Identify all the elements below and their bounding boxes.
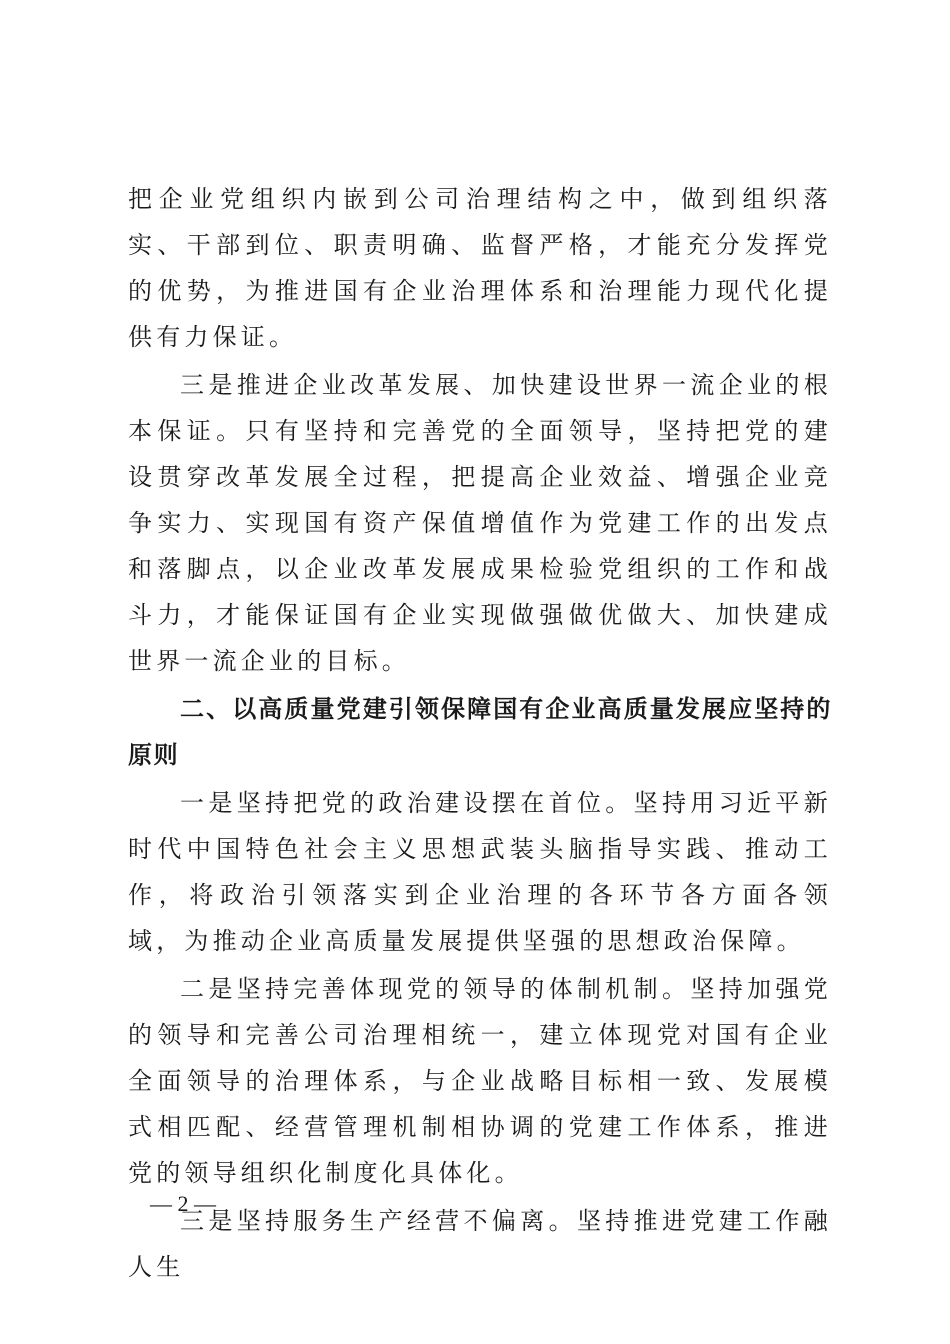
paragraph-political-construction: 一是坚持把党的政治建设摆在首位。坚持用习近平新时代中国特色社会主义思想武装头脑指导实践、推动工作，将政治引领落实到企业治理的各环节各方面各领域，为推动企业高质量发展提供坚强的思想政治保障。 — [128, 789, 832, 955]
paragraph-institutional-mechanism: 二是坚持完善体现党的领导的体制机制。坚持加强党的领导和完善公司治理相统一，建立体现党对国有企业全面领导的治理体系，与企业战略目标相一致、发展模式相匹配、经营管理机制相协调的党建工作体系，推进党的领导组织化制度化具体化。 — [128, 975, 832, 1187]
section-heading-principles: 二、以高质量党建引领保障国有企业高质量发展应坚持的原则 — [128, 695, 832, 769]
document-page — [128, 176, 832, 1290]
paragraph-continuation: 把企业党组织内嵌到公司治理结构之中，做到组织落实、干部到位、职责明确、监督严格，才能充分发挥党的优势，为推进国有企业治理体系和治理能力现代化提供有力保证。 — [128, 185, 832, 351]
paragraph-fundamental-guarantee: 三是推进企业改革发展、加快建设世界一流企业的根本保证。只有坚持和完善党的全面领导，坚持把党的建设贯穿改革发展全过程，把提高企业效益、增强企业竞争实力、实现国有资产保值增值作为党建工作的出发点和落脚点，以企业改革发展成果检验党组织的工作和战斗力，才能保证国有企业实现做强做优做大、加快建成世界一流企业的目标。 — [128, 371, 832, 675]
paragraph-serve-production: 三是坚持服务生产经营不偏离。坚持推进党建工作融人生 — [128, 1207, 832, 1281]
page-number: — 2 — — [150, 1191, 216, 1216]
